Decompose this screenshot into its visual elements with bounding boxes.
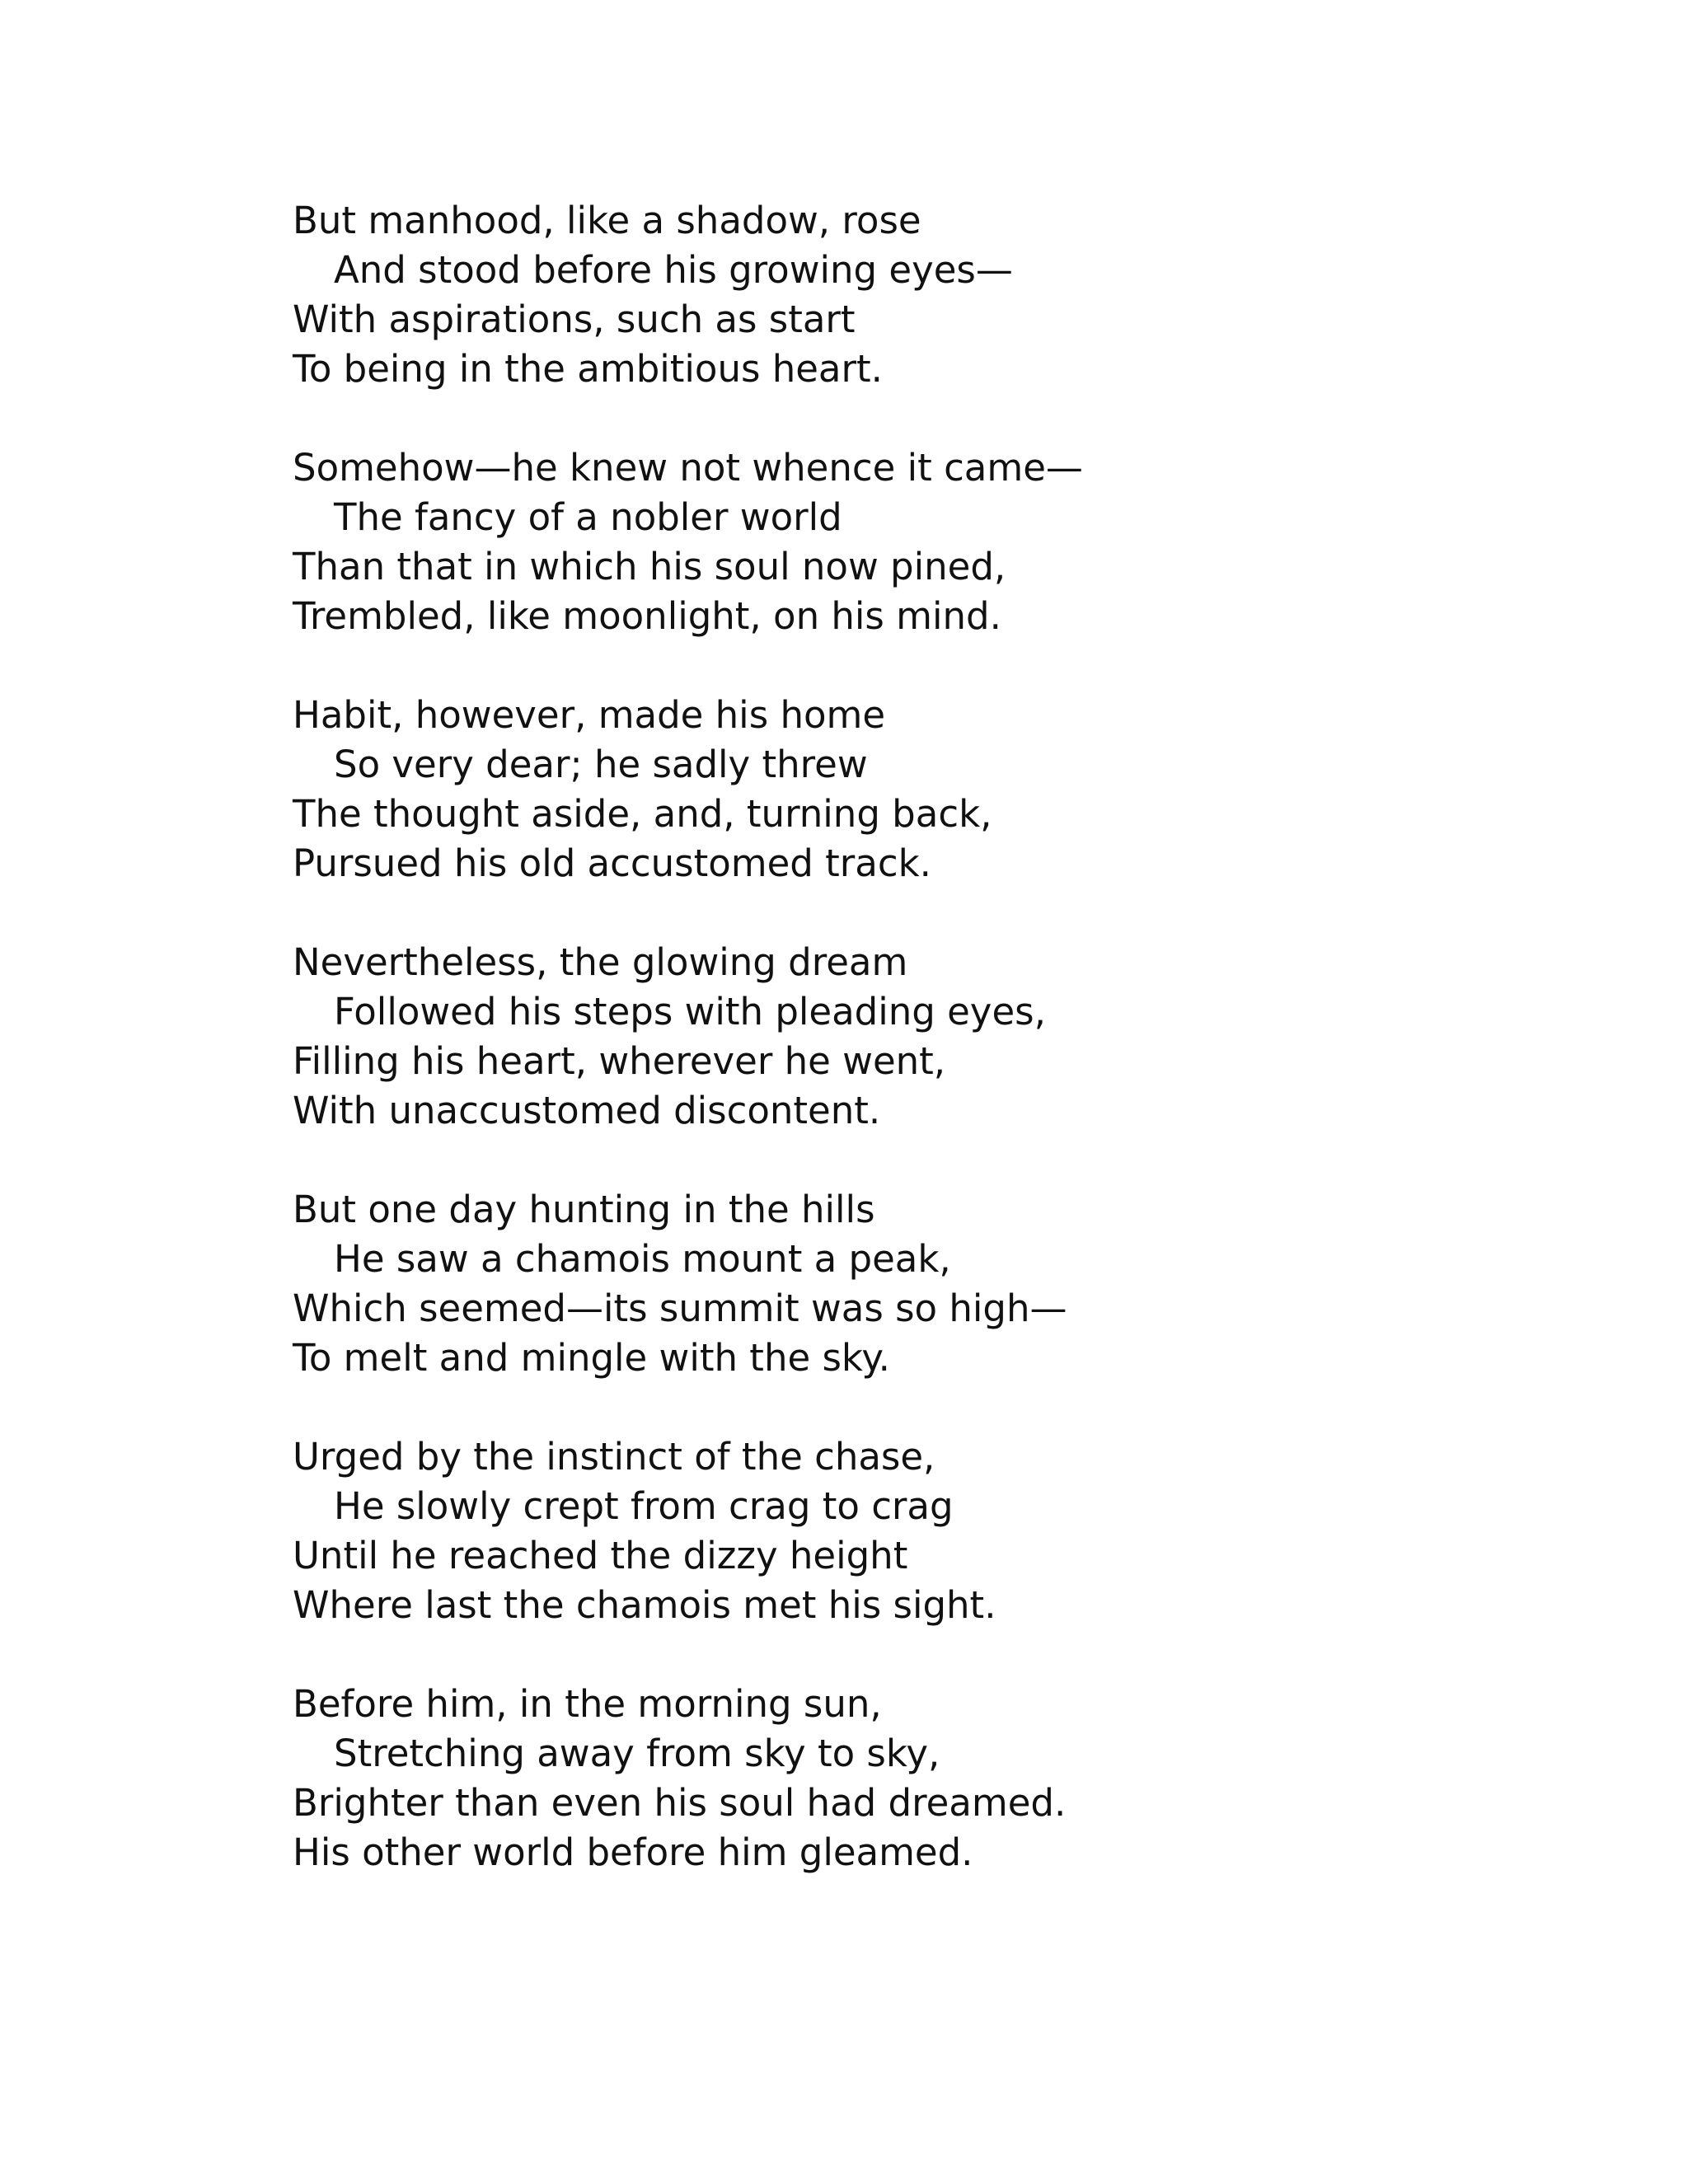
poem-line: Habit, however, made his home bbox=[293, 693, 886, 737]
poem-line: Stretching away from sky to sky, bbox=[334, 1732, 940, 1775]
poem-line: Which seemed—its summit was so high— bbox=[293, 1286, 1067, 1330]
stanza-1 bbox=[293, 196, 1447, 394]
stanza-5 bbox=[293, 1185, 1447, 1383]
poem-line: And stood before his growing eyes— bbox=[334, 248, 1013, 292]
stanza-4 bbox=[293, 938, 1447, 1136]
poem-line: Brighter than even his soul had dreamed. bbox=[293, 1781, 1067, 1825]
poem-line: To being in the ambitious heart. bbox=[293, 347, 883, 391]
poem-line: Pursued his old accustomed track. bbox=[293, 841, 931, 885]
stanza-6 bbox=[293, 1432, 1447, 1630]
poem-line: The fancy of a nobler world bbox=[334, 495, 842, 539]
poem-line: Where last the chamois met his sight. bbox=[293, 1583, 996, 1627]
poem-line: To melt and mingle with the sky. bbox=[293, 1336, 890, 1380]
poem-line: But one day hunting in the hills bbox=[293, 1188, 875, 1231]
poem-line: Urged by the instinct of the chase, bbox=[293, 1435, 935, 1479]
poem-line: Until he reached the dizzy height bbox=[293, 1534, 908, 1577]
poem-line: The thought aside, and, turning back, bbox=[293, 792, 992, 836]
poem-line: He saw a chamois mount a peak, bbox=[334, 1237, 951, 1281]
poem-line: So very dear; he sadly threw bbox=[334, 743, 868, 786]
poem-line: Somehow—he knew not whence it came— bbox=[293, 446, 1083, 490]
poem-line: Before him, in the morning sun, bbox=[293, 1682, 882, 1726]
poem-line: Filling his heart, wherever he went, bbox=[293, 1039, 946, 1083]
poem-line: Than that in which his soul now pined, bbox=[293, 545, 1006, 588]
poem-line: Followed his steps with pleading eyes, bbox=[334, 990, 1046, 1033]
poem-line: Nevertheless, the glowing dream bbox=[293, 940, 908, 984]
poem-line: Trembled, like moonlight, on his mind. bbox=[293, 594, 1001, 638]
stanza-7 bbox=[293, 1680, 1447, 1877]
stanza-3 bbox=[293, 691, 1447, 888]
poem-line: With unaccustomed discontent. bbox=[293, 1089, 881, 1132]
poem-line: With aspirations, such as start bbox=[293, 298, 856, 341]
poem-line: His other world before him gleamed. bbox=[293, 1830, 973, 1874]
stanza-2 bbox=[293, 443, 1447, 641]
poem-body bbox=[293, 196, 1447, 1877]
poem-line: He slowly crept from crag to crag bbox=[334, 1484, 954, 1528]
poem-line: But manhood, like a shadow, rose bbox=[293, 199, 921, 242]
